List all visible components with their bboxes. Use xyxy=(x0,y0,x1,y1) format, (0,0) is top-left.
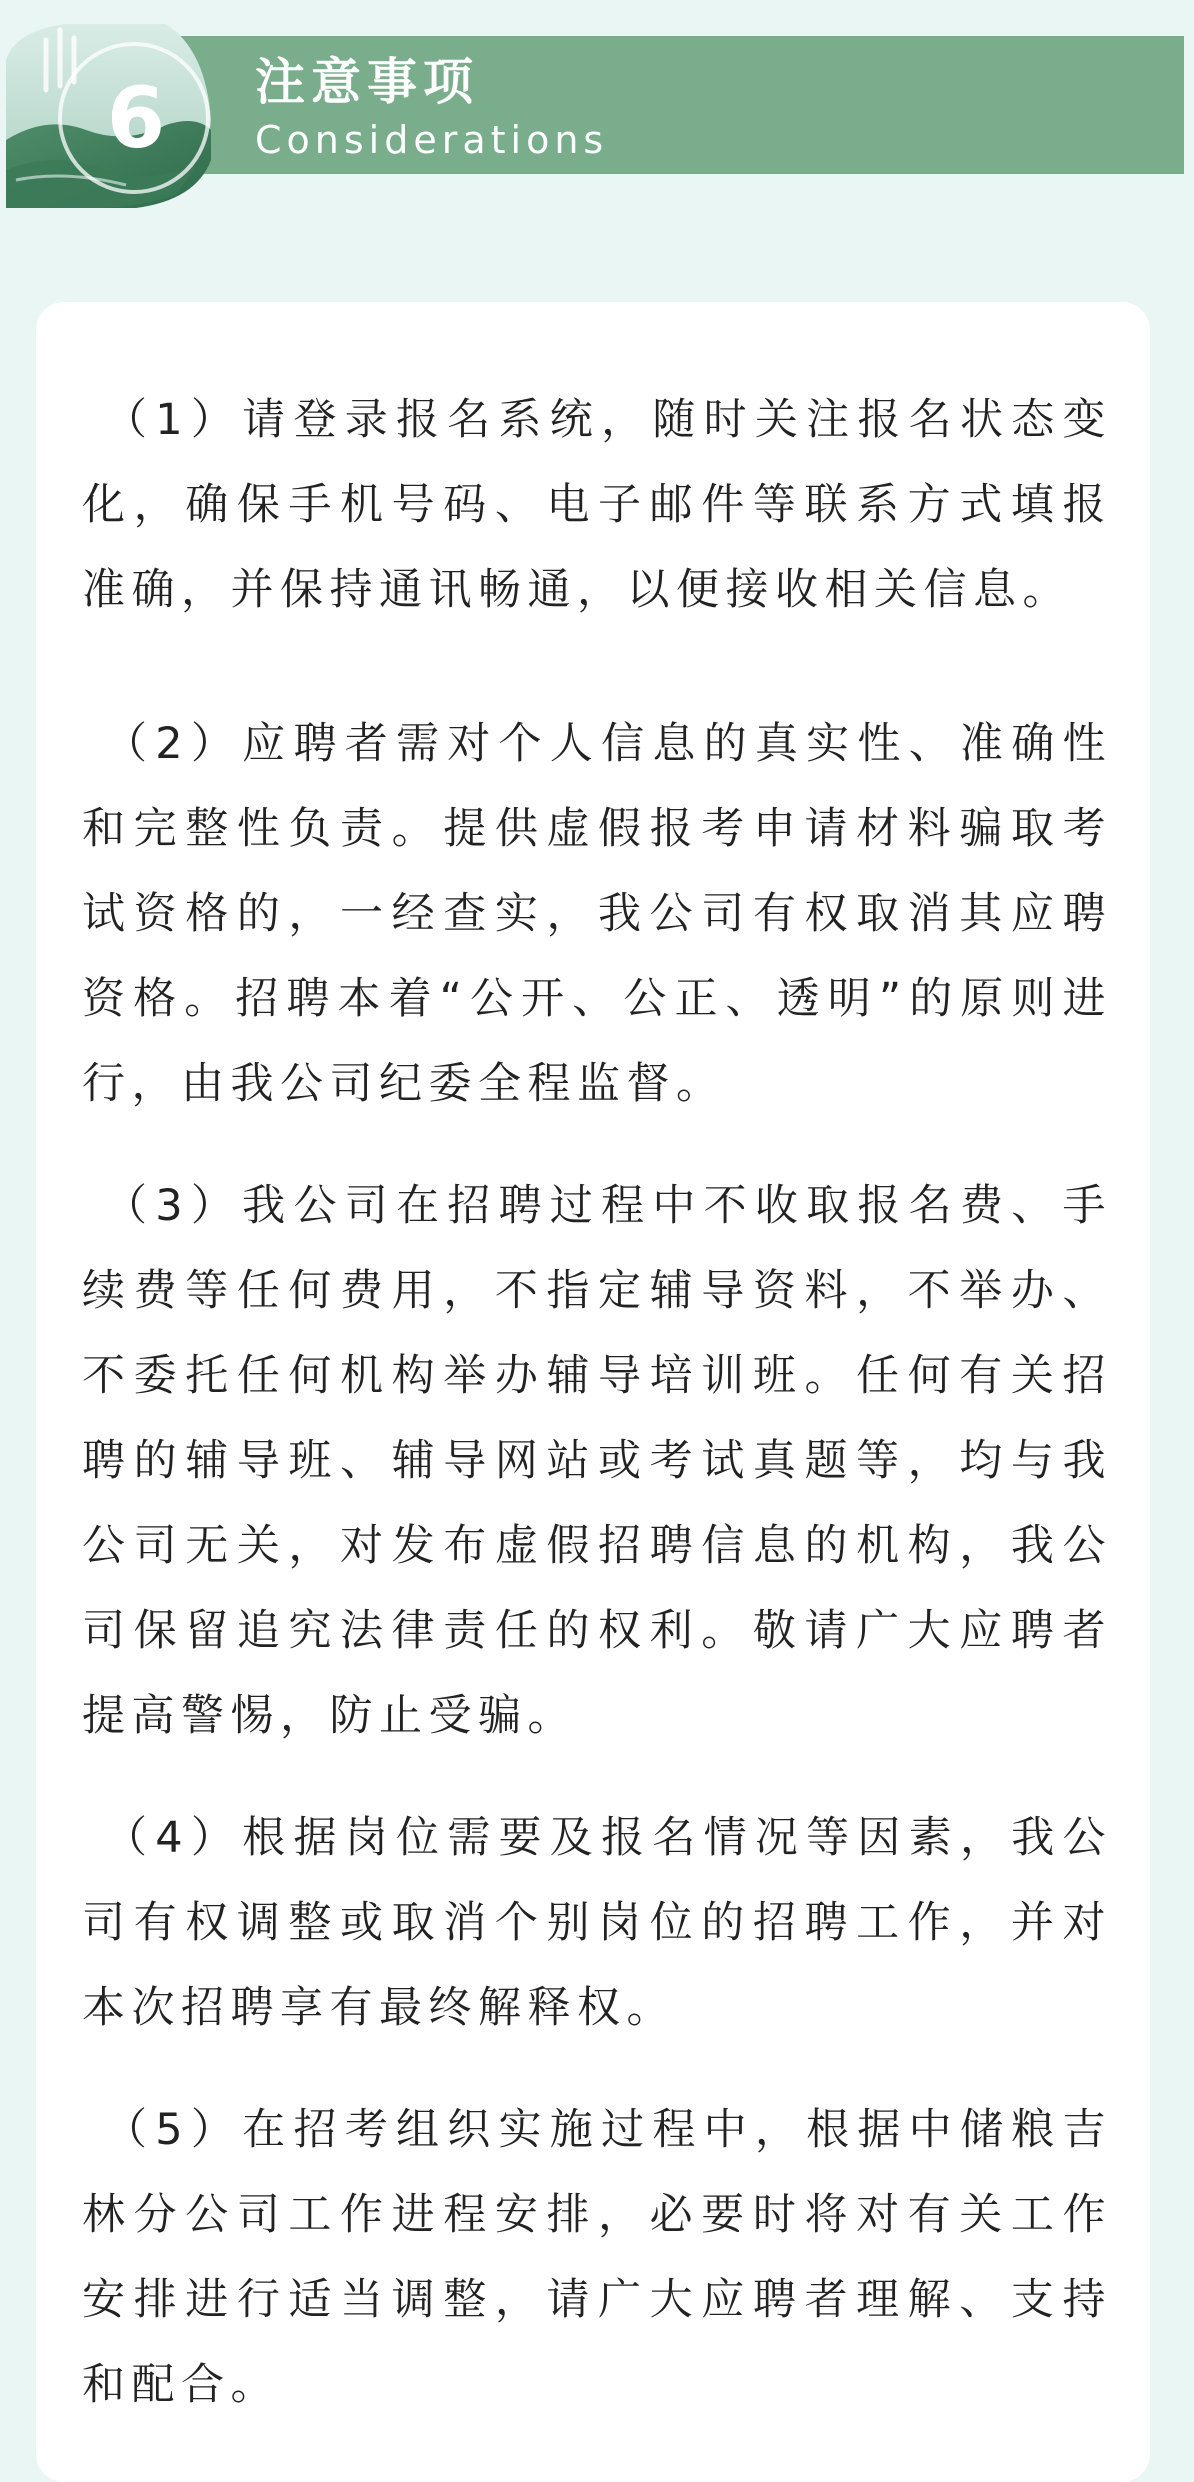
consideration-item-3: （3）我公司在招聘过程中不收取报名费、手续费等任何费用，不指定辅导资料，不举办、不委托任何机构举办辅导培训班。任何有关招聘的辅导班、辅导网站或考试真题等，均与我公司无关，对发布虚假招聘信息的机构，我公司保留追究法律责任的权利。敬请广大应聘者提高警惕，防止受骗。 xyxy=(82,1181,1112,1741)
section-header-band xyxy=(60,36,1184,174)
consideration-item-4: （4）根据岗位需要及报名情况等因素，我公司有权调整或取消个别岗位的招聘工作，并对本次招聘享有最终解释权。 xyxy=(82,1813,1112,2033)
section-badge xyxy=(6,20,216,210)
consideration-item-1: （1）请登录报名系统，随时关注报名状态变化，确保手机号码、电子邮件等联系方式填报准确，并保持通讯畅通，以便接收相关信息。 xyxy=(82,395,1112,615)
consideration-item-5: （5）在招考组织实施过程中，根据中储粮吉林分公司工作进程安排，必要时将对有关工作安排进行适当调整，请广大应聘者理解、支持和配合。 xyxy=(82,2105,1112,2410)
section-title: 注意事项 xyxy=(255,53,479,111)
section-number: 6 xyxy=(106,69,166,167)
considerations-list xyxy=(82,378,1112,2465)
section-subtitle: Considerations xyxy=(255,118,609,162)
consideration-item-2: （2）应聘者需对个人信息的真实性、准确性和完整性负责。提供虚假报考申请材料骗取考试资格的，一经查实，我公司有权取消其应聘资格。招聘本着“公开、公正、透明”的原则进行，由我公司纪委全程监督。 xyxy=(82,719,1112,1109)
